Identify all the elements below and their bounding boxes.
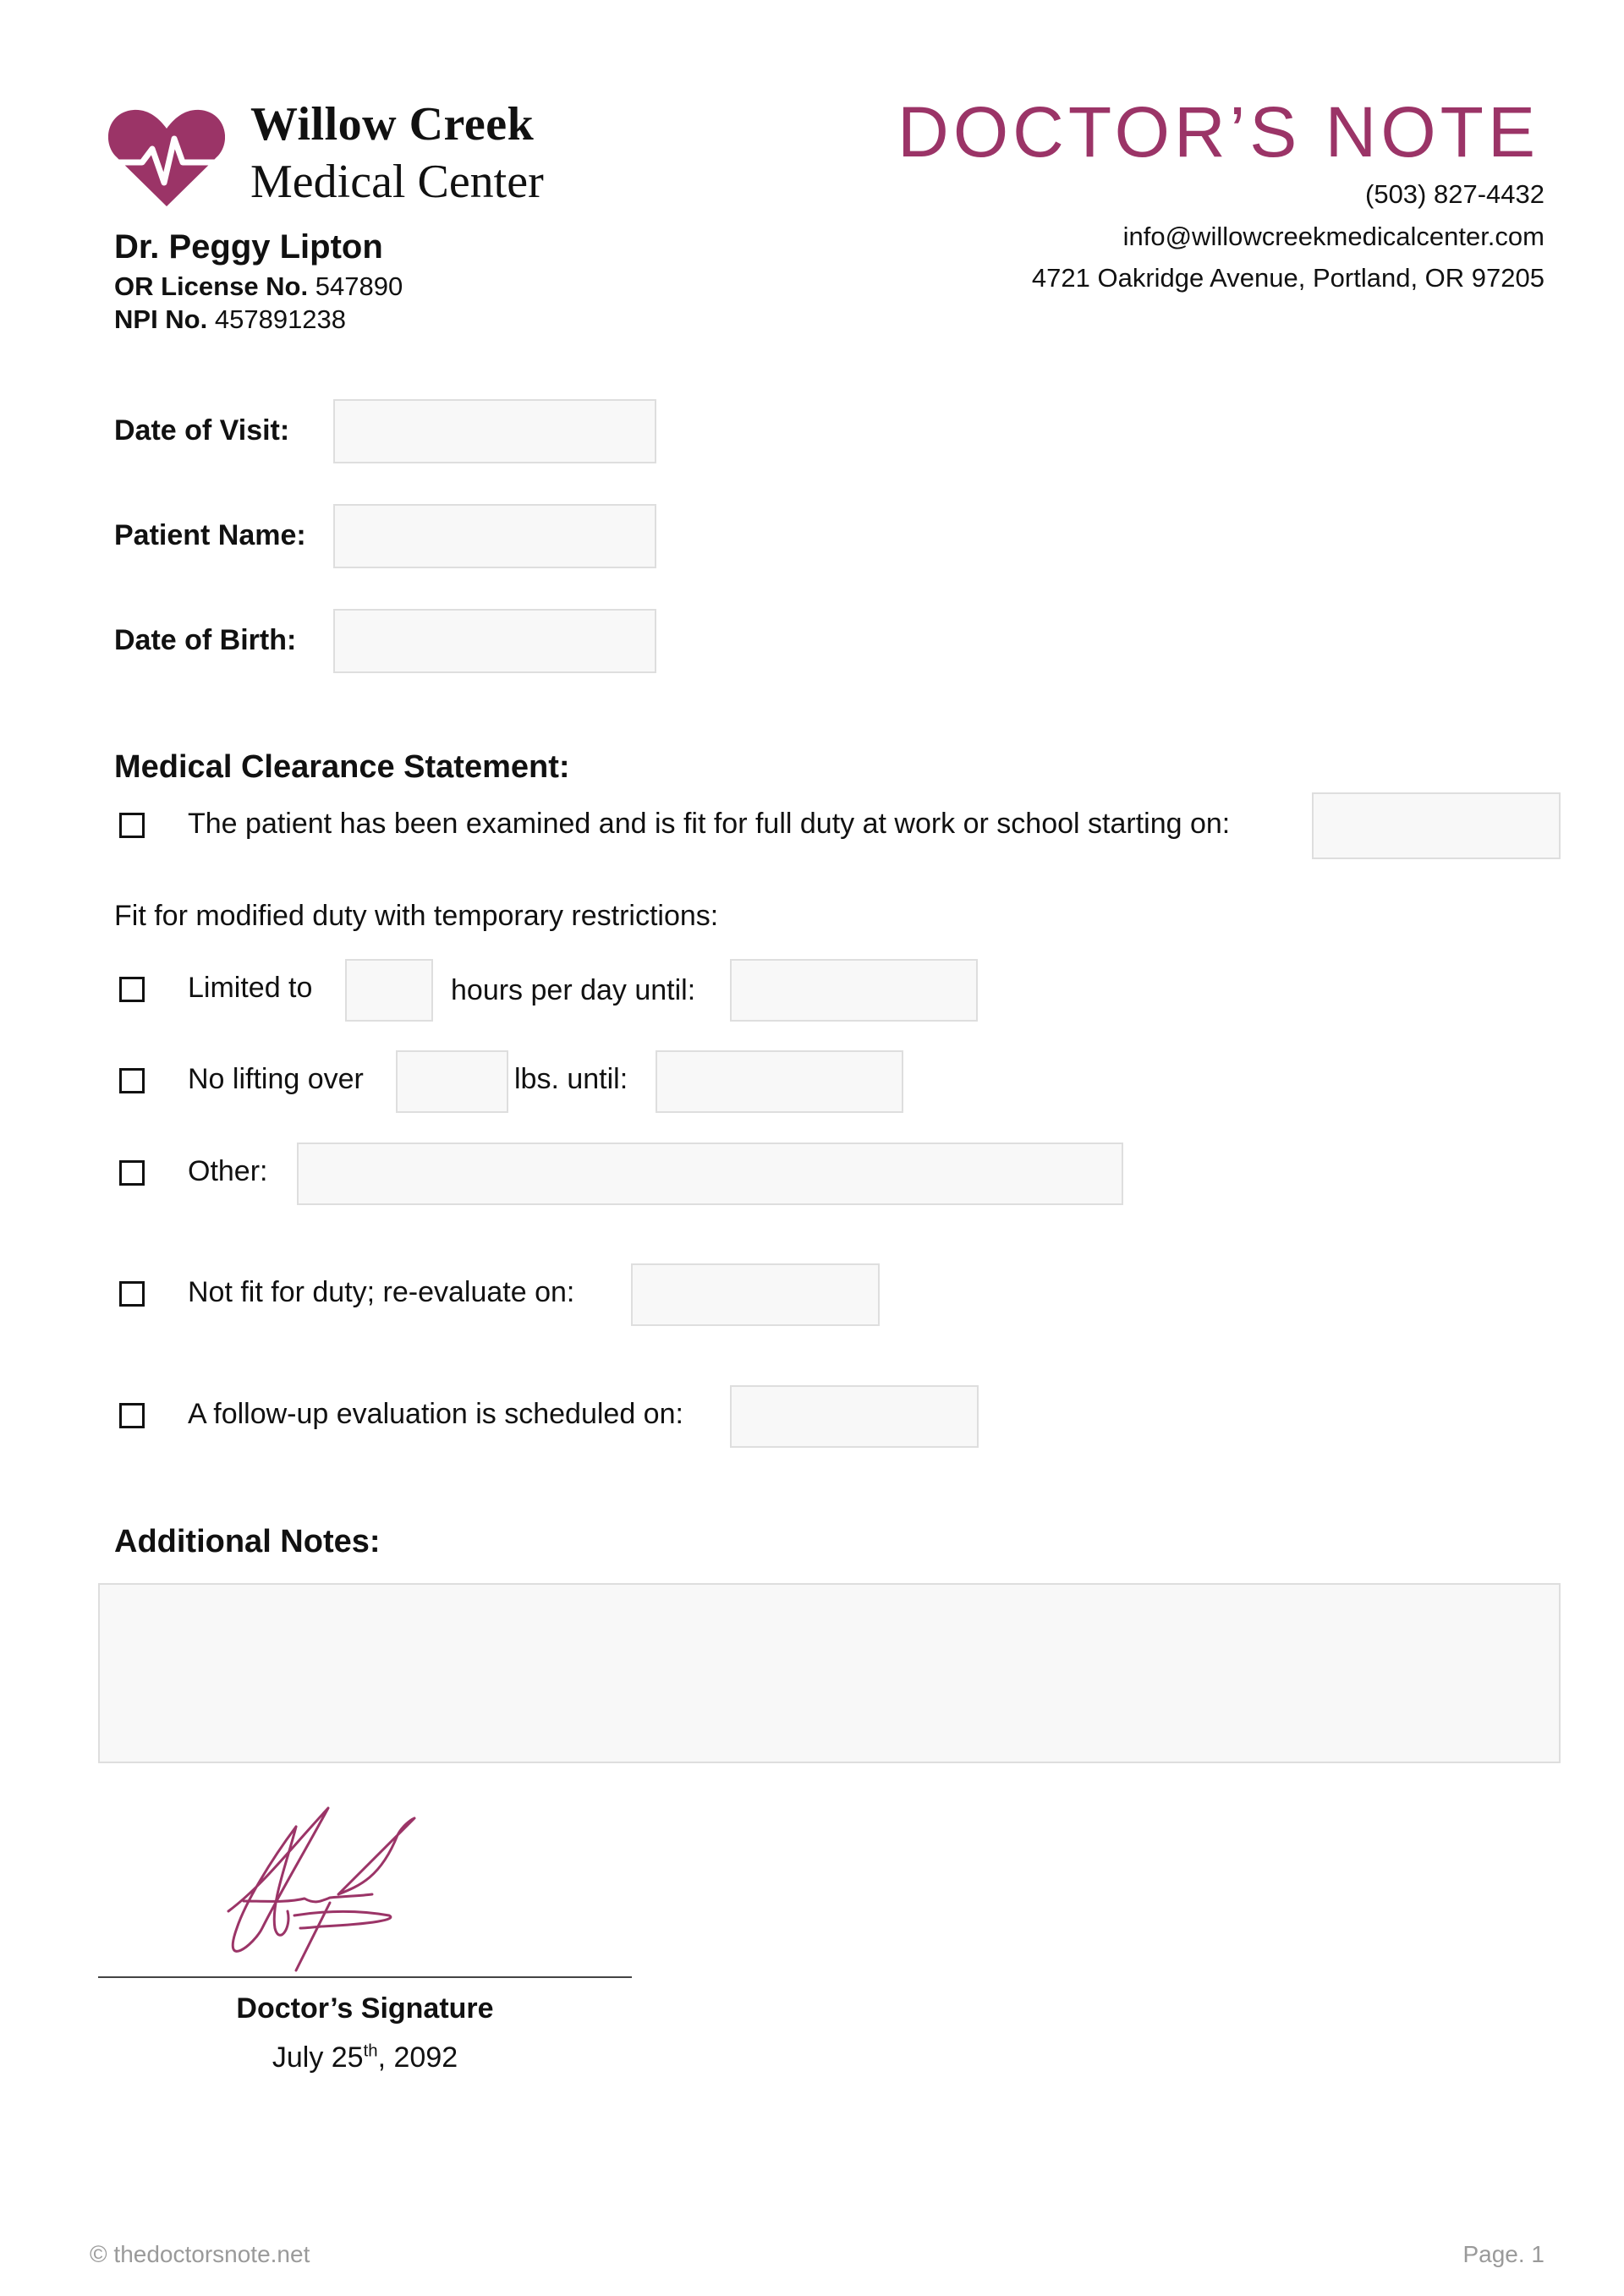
full-duty-date-input[interactable] [1314,794,1559,858]
npi-line [114,304,346,335]
other-input[interactable] [299,1144,1122,1203]
other-checkbox[interactable] [119,1160,145,1186]
no-lifting-label: No lifting over [188,1063,364,1095]
patient-name-input[interactable] [335,506,655,567]
date-of-visit-input[interactable] [335,401,655,462]
follow-up-date-input[interactable] [732,1387,977,1446]
date-of-birth-field[interactable] [333,609,656,673]
re-evaluate-date-field[interactable] [631,1263,880,1326]
full-duty-text: The patient has been examined and is fit for full duty at work or school starting on: [188,808,1231,840]
address: 4721 Oakridge Avenue, Portland, OR 97205 [1031,263,1544,293]
re-evaluate-date-input[interactable] [633,1265,878,1324]
doctor-name: Dr. Peggy Lipton [114,228,383,266]
signature-date [98,2041,632,2074]
lbs-field[interactable] [396,1050,508,1113]
email: info@willowcreekmedicalcenter.com [1122,222,1544,251]
patient-name-field[interactable] [333,504,656,568]
license-label: OR License No. [114,271,309,301]
signature-date-month-day: July 25 [272,2041,364,2074]
not-fit-text: Not fit for duty; re-evaluate on: [188,1276,575,1308]
npi-label: NPI No. [114,304,208,334]
limited-hours-checkbox[interactable] [119,977,145,1002]
follow-up-text: A follow-up evaluation is scheduled on: [188,1398,683,1430]
follow-up-date-field[interactable] [730,1385,979,1448]
signature-line [98,1976,632,1978]
follow-up-checkbox[interactable] [119,1403,145,1428]
modified-duty-heading: Fit for modified duty with temporary restrictions: [114,900,719,932]
npi-value: 457891238 [214,304,347,334]
limited-to-label: Limited to [188,972,313,1004]
lifting-until-field[interactable] [656,1050,903,1113]
signature-label: Doctor’s Signature [236,1992,494,2025]
additional-notes-heading: Additional Notes: [114,1524,381,1559]
limited-until-field[interactable] [730,959,978,1022]
other-label: Other: [188,1155,268,1187]
heart-pulse-icon [108,108,225,208]
clearance-heading: Medical Clearance Statement: [114,749,570,785]
date-of-visit-field[interactable] [333,399,656,463]
page-number: Page. 1 [1462,2241,1544,2267]
other-field[interactable] [297,1143,1123,1205]
page-title: DOCTOR’S NOTE [897,92,1539,172]
not-fit-checkbox[interactable] [119,1281,145,1307]
signature-date-year: , 2092 [377,2041,458,2074]
no-lifting-checkbox[interactable] [119,1068,145,1093]
lifting-until-input[interactable] [657,1052,902,1111]
hours-per-day-input[interactable] [347,961,431,1020]
phone: (503) 827-4432 [1365,179,1544,209]
clinic-name-line1: Willow Creek [250,98,535,151]
hours-per-day-field[interactable] [345,959,433,1022]
date-of-visit-label: Date of Visit: [114,414,290,447]
signature-date-suffix: th [363,2041,378,2061]
date-of-birth-label: Date of Birth: [114,624,297,656]
lbs-until-label: lbs. until: [514,1063,628,1095]
full-duty-checkbox[interactable] [119,813,145,838]
date-of-birth-input[interactable] [335,611,655,671]
hours-per-day-label: hours per day until: [451,974,696,1006]
patient-name-label: Patient Name: [114,519,306,551]
lbs-input[interactable] [398,1052,507,1111]
license-value: 547890 [315,271,403,301]
limited-until-input[interactable] [732,961,976,1020]
additional-notes-textarea[interactable] [100,1585,1559,1762]
footer-copyright: © thedoctorsnote.net [90,2241,310,2267]
license-line [114,271,403,302]
additional-notes-field[interactable] [98,1583,1561,1763]
signature-image [211,1801,482,1979]
full-duty-date-field[interactable] [1312,792,1561,859]
clinic-name-line2: Medical Center [250,156,544,208]
